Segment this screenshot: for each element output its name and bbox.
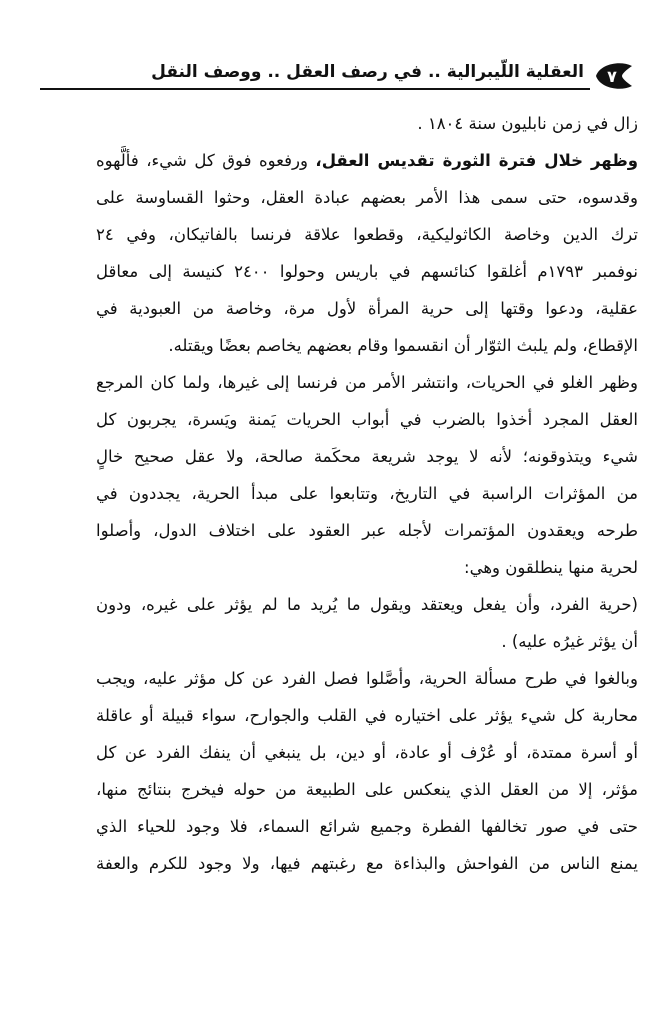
text-line-14: (حرية الفرد، وأن يفعل ويعتقد ويقول ما يُريد ما لم يؤثر على غيره، ودون [96, 595, 638, 614]
text-line-5: نوفمبر ١٧٩٣م أغلقوا كنائسهم في باريس وحولوا ٢٤٠٠ كنيسة إلى معاقل [96, 262, 638, 281]
text-line-13: لحرية منها ينطلقون وهي: [464, 558, 638, 577]
text-line-20: حتى في صور تخالفها الفطرة وجميع شرائع السماء، فلا وجود للحياء الذي [96, 817, 638, 836]
text-line-1: زال في زمن نابليون سنة ١٨٠٤ . [417, 114, 638, 133]
page-number-ornament [592, 60, 636, 92]
text-line-15: أن يؤثر غيرُه عليه) . [501, 632, 638, 651]
text-line-9: العقل المجرد أخذوا بالضرب في أبواب الحريات يَمنة ويَسرة، يجربون كل [96, 410, 638, 429]
text-line-6: عقلية، ودعوا وقتها إلى حرية المرأة لأول مرة، وخاصة من العبودية في [96, 299, 638, 318]
bold-phrase: وظهر خلال فترة الثورة تقديس العقل، [315, 151, 638, 170]
text-line-2: وظهر خلال فترة الثورة تقديس العقل، ورفعوه فوق كل شيء، فألَّهوه [96, 151, 638, 170]
text-line-21: يمنع الناس من الفواحش والبذاءة مع رغبتهم فيها، ولا وجود للكرم والعفة [96, 854, 638, 873]
text-line-18: أو أسرة ممتدة، أو عُرْف أو عادة، أو دين، بل ينبغي أن ينفك الفرد عن كل [96, 743, 638, 762]
text-line-17: محاربة كل شيء يؤثر على اختياره في القلب والجوارح، سواء قبيلة أو عاقلة [96, 706, 638, 725]
text-line-11: من المؤثرات الراسبة في التاريخ، وتتابعوا على مبدأ الحرية، يجددون في [96, 484, 638, 503]
text-line-7: الإقطاع، ولم يلبث الثوّار أن انقسموا وقام بعضهم يخاصم بعضًا ويقتله. [168, 336, 638, 355]
header-rule [40, 88, 590, 90]
text-line-12: طرحه ويعقدون المؤتمرات لأجله عبر العقود على اختلاف الدول، وأصلوا [96, 521, 638, 540]
page-number: ٧ [607, 67, 617, 86]
text-line-10: شيء ويتذوقونه؛ لأنه لا يوجد شريعة محكَمة صالحة، ولا عقل صحيح خالٍ [96, 447, 638, 466]
body-text [96, 105, 638, 882]
text-line-3: وقدسوه، حتى سمى هذا الأمر بعضهم عبادة العقل، وحثوا القساوسة على [96, 188, 638, 207]
running-title: العقلية اللّيبرالية .. في رصف العقل .. ووصف النقل [151, 62, 584, 82]
text-line-19: مؤثر، إلا من العقل الذي ينعكس على الطبيعة من حوله فيخرج بنتائج منها، [96, 780, 638, 799]
running-header [40, 58, 636, 94]
text-line-4: ترك الدين وخاصة الكاثوليكية، وقطعوا علاقة فرنسا بالفاتيكان، وفي ٢٤ [96, 225, 638, 244]
text-line-8: وظهر الغلو في الحريات، وانتشر الأمر من فرنسا إلى غيرها، ولما كان المرجع [96, 373, 638, 392]
text-line-16: وبالغوا في طرح مسألة الحرية، وأصَّلوا فصل الفرد عن كل مؤثر عليه، ويجب [96, 669, 638, 688]
